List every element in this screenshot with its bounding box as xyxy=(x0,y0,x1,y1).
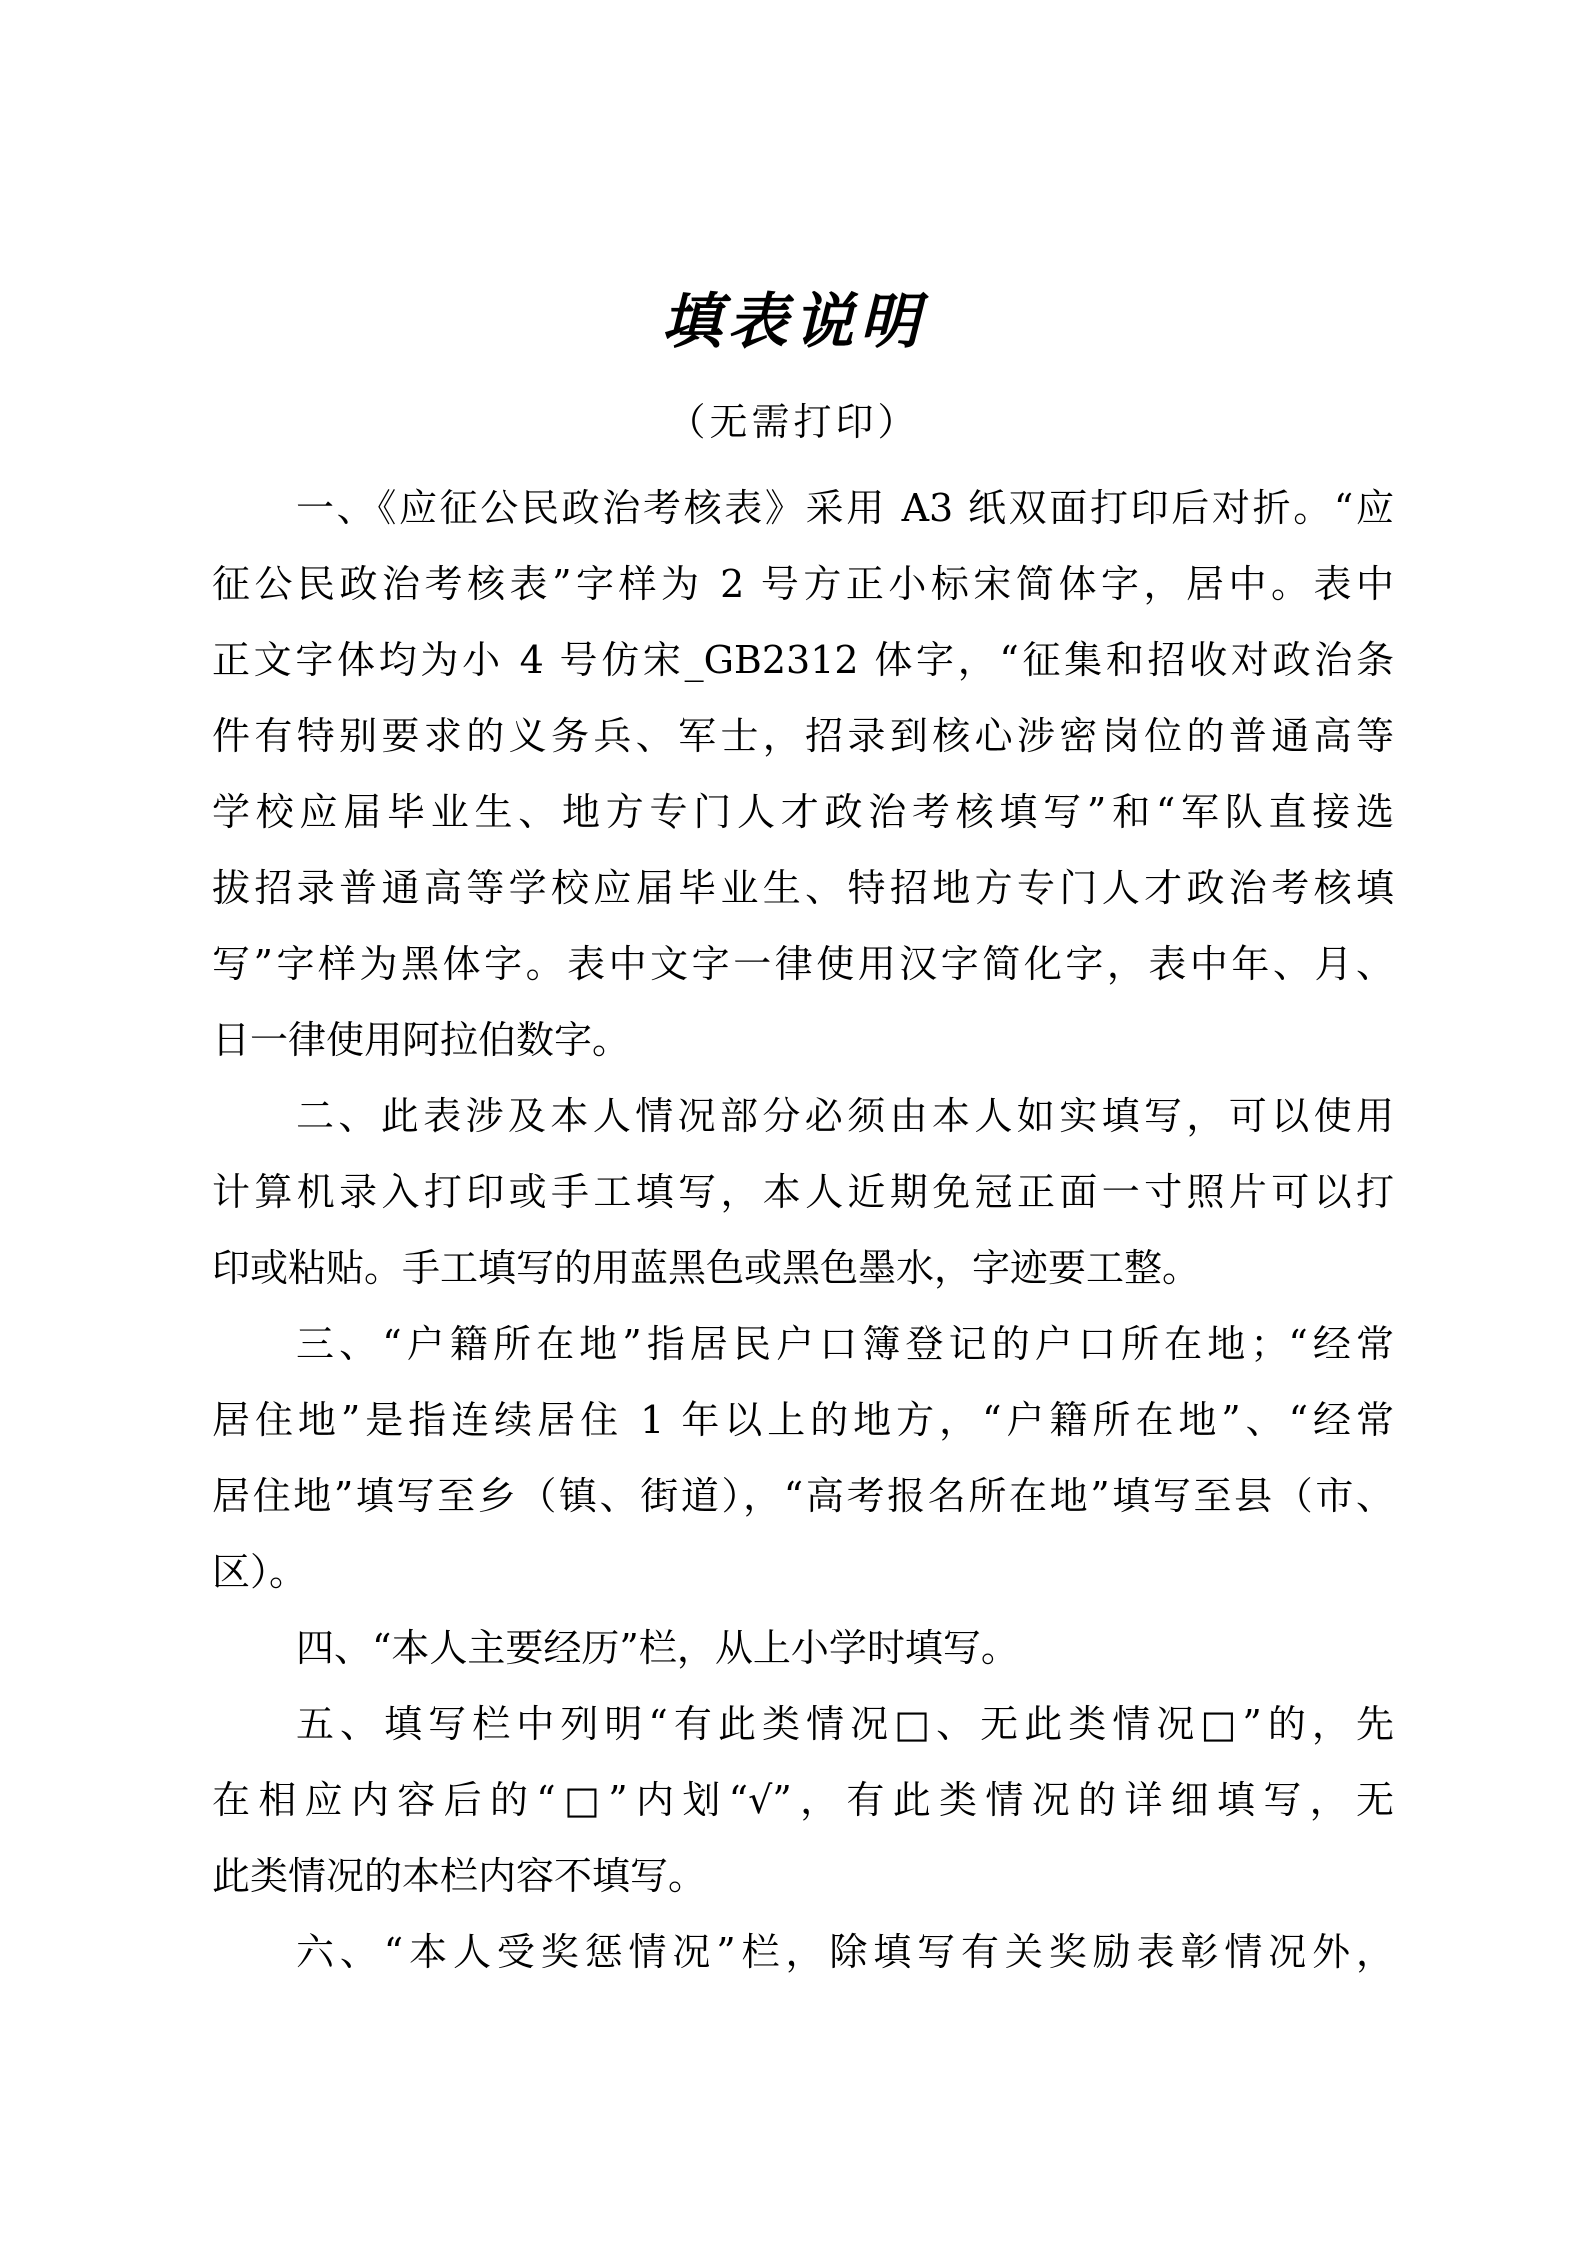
paragraph-1 xyxy=(212,470,1394,1078)
paragraph-line: 六、“本人受奖惩情况”栏，除填写有关奖励表彰情况外， xyxy=(296,1930,1394,1974)
paragraph-line: 二、此表涉及本人情况部分必须由本人如实填写，可以使用 xyxy=(296,1094,1394,1138)
paragraph-line: 五、填写栏中列明“有此类情况□、无此类情况□”的，先 xyxy=(296,1702,1394,1746)
paragraph-line: 在相应内容后的“□”内划“√”，有此类情况的详细填写，无 xyxy=(212,1778,1394,1822)
paragraph-6 xyxy=(212,1914,1394,1990)
paragraph-line: 居住地”填写至乡（镇、街道），“高考报名所在地”填写至县（市、 xyxy=(212,1474,1394,1518)
paragraph-4 xyxy=(212,1610,1394,1686)
document-title: 填表说明 xyxy=(661,287,926,357)
paragraph-line: 日一律使用阿拉伯数字。 xyxy=(212,1018,631,1062)
paragraph-line: 计算机录入打印或手工填写，本人近期免冠正面一寸照片可以打 xyxy=(212,1170,1394,1214)
paragraph-line: 一、《应征公民政治考核表》采用 A3 纸双面打印后对折。“应 xyxy=(296,486,1394,530)
paragraph-line: 三、“户籍所在地”指居民户口簿登记的户口所在地；“经常 xyxy=(296,1322,1394,1366)
paragraph-2 xyxy=(212,1078,1394,1306)
document-subtitle: （无需打印） xyxy=(667,400,920,444)
paragraph-line: 写”字样为黑体字。表中文字一律使用汉字简化字，表中年、月、 xyxy=(212,942,1394,986)
paragraph-line: 正文字体均为小 4 号仿宋_GB2312 体字，“征集和招收对政治条 xyxy=(212,638,1394,682)
paragraph-line: 学校应届毕业生、地方专门人才政治考核填写”和“军队直接选 xyxy=(212,790,1394,834)
paragraph-line: 区）。 xyxy=(212,1550,308,1594)
paragraph-line: 拔招录普通高等学校应届毕业生、特招地方专门人才政治考核填 xyxy=(212,866,1394,910)
paragraph-line: 此类情况的本栏内容不填写。 xyxy=(212,1854,707,1898)
paragraph-5 xyxy=(212,1686,1394,1914)
paragraph-line: 四、“本人主要经历”栏，从上小学时填写。 xyxy=(296,1626,1019,1670)
paragraph-3 xyxy=(212,1306,1394,1610)
document-body xyxy=(212,470,1394,1990)
paragraph-line: 居住地”是指连续居住 1 年以上的地方，“户籍所在地”、“经常 xyxy=(212,1398,1394,1442)
paragraph-line: 件有特别要求的义务兵、军士，招录到核心涉密岗位的普通高等 xyxy=(212,714,1394,758)
paragraph-line: 印或粘贴。手工填写的用蓝黑色或黑色墨水，字迹要工整。 xyxy=(212,1246,1201,1290)
paragraph-line: 征公民政治考核表”字样为 2 号方正小标宋简体字，居中。表中 xyxy=(212,562,1394,606)
